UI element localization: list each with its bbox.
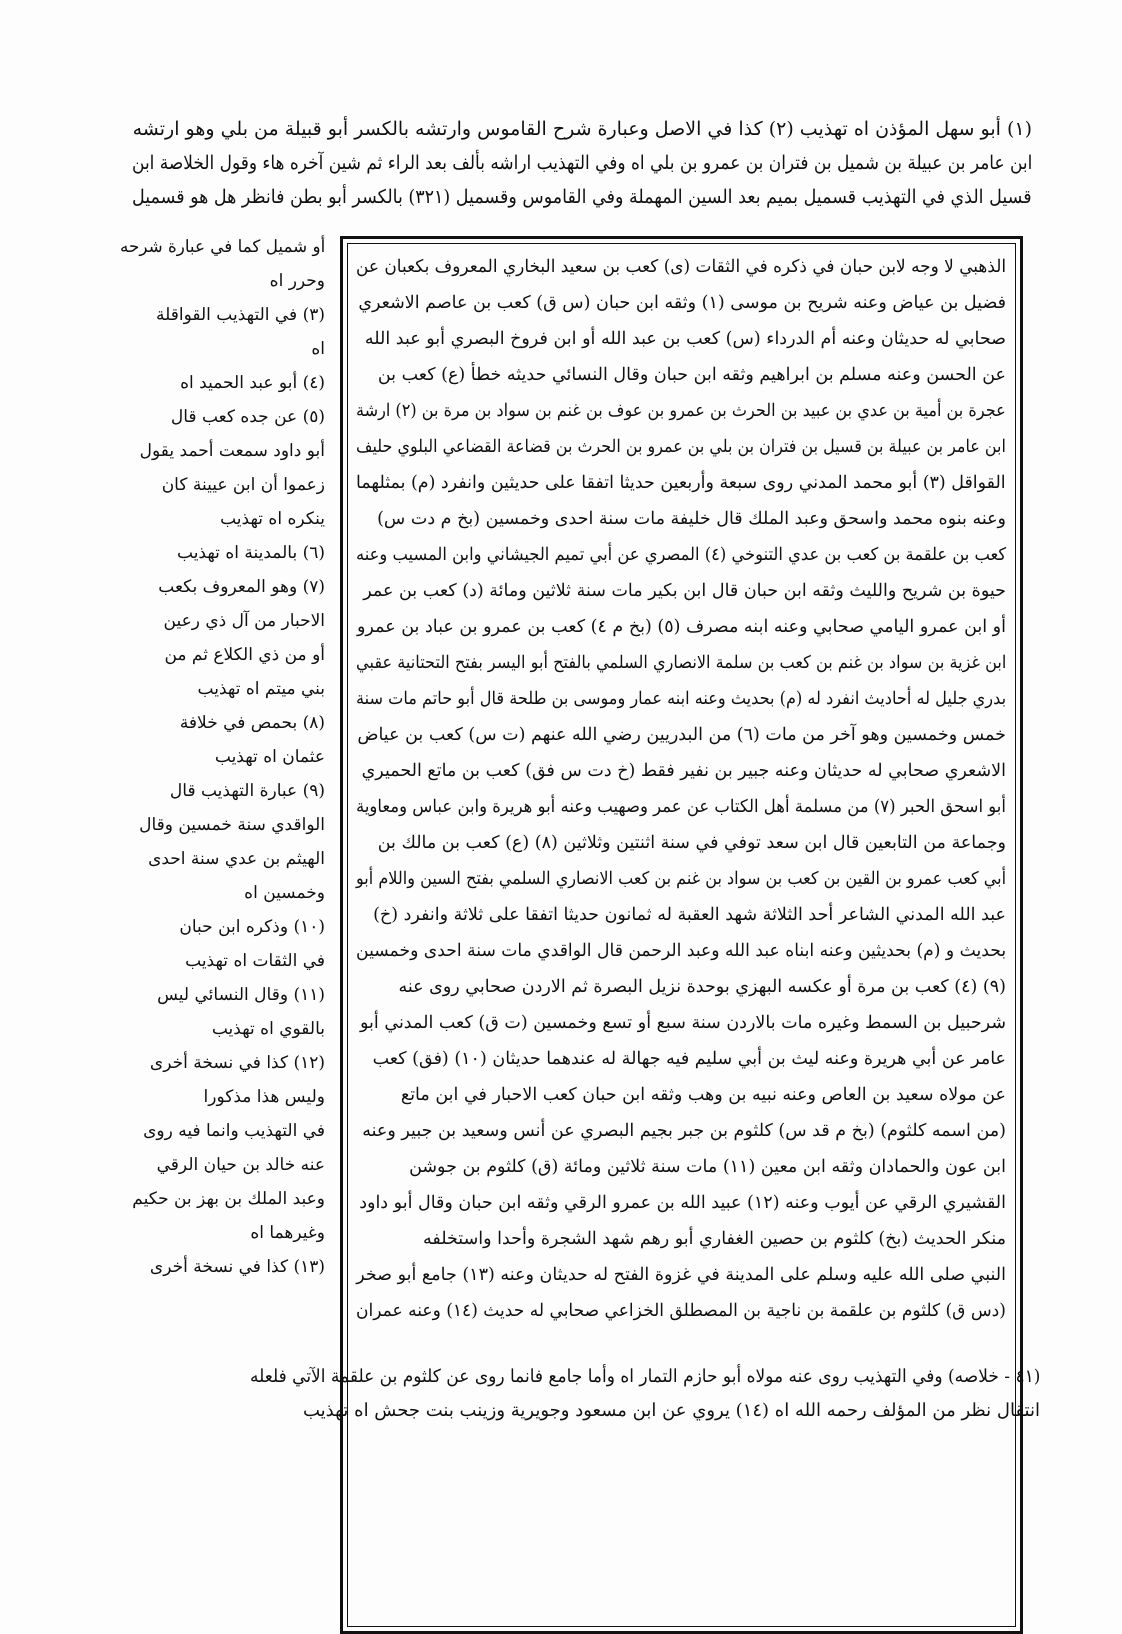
side-note-line: (١٢) كذا في نسخة أخرى bbox=[149, 1053, 325, 1073]
side-note-line: أو شميل كما في عبارة شرحه bbox=[119, 237, 325, 257]
main-text-line: ابن غزية بن سواد بن غنم بن كعب بن سلمة الانصاري السلمي بالفتح أبو اليسر بفتح التحتانية عقبي bbox=[355, 653, 1006, 673]
side-note-line: (٦) بالمدينة اه تهذيب bbox=[177, 543, 325, 563]
main-text-line: (دس ق) كلثوم بن علقمة بن ناجية بن المصطلق الخزاعي صحابي له حديث (١٤) وعنه عمران bbox=[356, 1301, 1006, 1321]
top-note-line: قسيل الذي في التهذيب قسميل بميم بعد السين المهملة وفي القاموس وقسميل (٣٢١) بالكسر أبو بطن فانظر هل هو قسميل bbox=[132, 186, 1033, 208]
top-note-line: ابن عامر بن عبيلة بن شميل بن فتران بن عمرو بن بلي اه وفي التهذيب اراشه بألف بعد الراء ثم شين آخره هاء وقول الخلاصة ابن bbox=[131, 152, 1032, 174]
side-note-line: الهيثم بن عدي سنة احدى bbox=[148, 849, 325, 869]
main-text-line: وجماعة من التابعين قال ابن سعد توفي في سنة اثنتين وثلاثين (٨) (ع) كعب بن مالك بن bbox=[377, 833, 1006, 853]
side-note-line: في الثقات اه تهذيب bbox=[185, 951, 325, 971]
side-note-line: وحرر اه bbox=[269, 271, 325, 291]
main-text-line: بحديث و (م) بحديثين وعنه ابناه عبد الله وعبد الرحمن قال الواقدي مات سنة احدى وخمسين bbox=[355, 941, 1006, 961]
main-text-line: (٩) (٤) كعب بن مرة أو عكسه البهزي بوحدة نزيل البصرة ثم الاردن صحابي روى عنه bbox=[398, 977, 1006, 997]
main-text-line: صحابي له حديثان وعنه أم الدرداء (س) كعب بن عبد الله أو ابن فروخ البصري أبو عبد الله bbox=[364, 329, 1006, 349]
side-note-line: بني ميتم اه تهذيب bbox=[197, 679, 325, 699]
side-note-line: (٧) وهو المعروف بكعب bbox=[158, 577, 325, 597]
main-text-line: عبد الله المدني الشاعر أحد الثلاثة شهد العقبة له ثمانون حديثا اتفقا على ثلاثة وانفرد (خ) bbox=[373, 905, 1006, 925]
side-note-line: أو من ذي الكلاع ثم من bbox=[164, 645, 325, 665]
side-note-line: في التهذيب وانما فيه روى bbox=[143, 1121, 325, 1141]
main-text-line: أو ابن عمرو اليامي صحابي وعنه ابنه مصرف (٥) (بخ م ٤) كعب بن عمرو بن عباد بن عمرو bbox=[356, 617, 1006, 637]
side-note-line: زعموا أن ابن عيينة كان bbox=[161, 475, 325, 495]
main-text-line: بدري جليل له أحاديث انفرد له (م) بحديث وعنه ابنه عمار وموسى بن طلحة قال أبو حاتم مات سنة bbox=[355, 689, 1006, 709]
top-note-line: (١) أبو سهل المؤذن اه تهذيب (٢) كذا في الاصل وعبارة شرح القاموس وارتشه بالكسر أبو قبيلة من بلي وهو ارتشه bbox=[132, 118, 1032, 140]
main-text-line: كعب بن علقمة بن كعب بن عدي التنوخي (٤) المصري عن أبي تميم الجيشاني وابن المسيب وعنه bbox=[355, 545, 1006, 565]
main-text-line: القواقل (٣) أبو محمد المدني روى سبعة وأربعين حديثا اتفقا على حديثين وانفرد (م) بمثلهما bbox=[356, 473, 1006, 493]
side-note-line: اه bbox=[311, 339, 325, 359]
main-text-line: عامر عن أبي هريرة وعنه ليث بن أبي سليم فيه جهالة له عندهما حديثان (١٠) (فق) كعب bbox=[372, 1049, 1006, 1069]
bottom-note-line: انتقال نظر من المؤلف رحمه الله اه (١٤) يروي عن ابن مسعود وجويرية وزينب بنت جحش اه تهذيب bbox=[302, 1400, 1040, 1421]
main-text-line: حيوة بن شريح والليث وثقه ابن حبان قال ابن بكير مات سنة ثلاثين ومائة (د) كعب بن عمر bbox=[363, 581, 1006, 601]
side-note-line: أبو داود سمعت أحمد يقول bbox=[139, 441, 325, 461]
main-text-line: عن الحسن وعنه مسلم بن ابراهيم وثقه ابن حبان وقال النسائي حديثه خطأ (ع) كعب بن bbox=[377, 365, 1006, 385]
side-note-line: (١١) وقال النسائي ليس bbox=[157, 985, 325, 1005]
side-note-line: عنه خالد بن حيان الرقي bbox=[156, 1155, 325, 1175]
side-note-line: وعبد الملك بن بهز بن حكيم bbox=[132, 1189, 325, 1209]
main-text-line: شرحبيل بن السمط وغيره مات بالاردن سنة سبع أو تسع وخمسين (ت ق) كعب المدني أبو bbox=[360, 1013, 1006, 1033]
side-note-line: الواقدي سنة خمسين وقال bbox=[139, 815, 325, 835]
side-note-line: عثمان اه تهذيب bbox=[214, 747, 325, 767]
main-text-line: عجرة بن أمية بن عدي بن عبيد بن الحرث بن عمرو بن عوف بن غنم بن سواد بن مرة بن (٢) ارشة bbox=[356, 401, 1006, 421]
main-text-line: (من اسمه كلثوم) (بخ م قد س) كلثوم بن جبر بجيم البصري عن أنس وسعيد بن جبير وعنه bbox=[362, 1121, 1006, 1141]
main-text-line: ابن عامر بن عبيلة بن قسيل بن فتران بن بلي بن عمرو بن الحرث بن قضاعة القضاعي البلوي حليف bbox=[356, 437, 1006, 457]
side-note-line: بالقوي اه تهذيب bbox=[211, 1019, 325, 1039]
side-note-line: (٩) عبارة التهذيب قال bbox=[169, 781, 325, 801]
main-text-line: الاشعري صحابي له حديثان وعنه جبير بن نفير فقط (خ دت س فق) كعب بن ماتع الحميري bbox=[361, 761, 1006, 781]
main-text-line: أبي كعب عمرو بن القين بن كعب بن سواد بن غنم بن كعب الانصاري السلمي بفتح السين واللام أبو bbox=[355, 869, 1006, 889]
main-text-line: القشيري الرقي عن أيوب وعنه (١٢) عبيد الله بن عمرو الرقي وثقه ابن حبان وقال أبو داود bbox=[359, 1193, 1006, 1213]
main-text-line: عن مولاه سعيد بن العاص وعنه نبيه بن وهب وثقه ابن حبان كعب الاحبار في ابن ماتع bbox=[400, 1085, 1006, 1105]
side-note-line: (٨) بحمص في خلافة bbox=[179, 713, 325, 733]
bottom-note-line: (٤١ - خلاصه) وفي التهذيب روى عنه مولاه أبو حازم التمار اه وأما جامع فانما روى عن كلثوم بن علقمة الآتي فلعله bbox=[249, 1366, 1040, 1387]
main-text-line: الذهبي لا وجه لابن حبان في ذكره في الثقات (ى) كعب بن سعيد البخاري المعروف بكعبان عن bbox=[355, 257, 1006, 277]
side-note-line: ينكره اه تهذيب bbox=[220, 509, 325, 529]
main-text-line: خمس وخمسين وهو آخر من مات (٦) من البدريين رضي الله عنهم (ت س) كعب بن عياض bbox=[357, 725, 1006, 745]
main-text-line: ابن عون والحمادان وثقه ابن معين (١١) مات سنة ثلاثين ومائة (ق) كلثوم بن جوشن bbox=[409, 1157, 1006, 1177]
side-note-line: (١٣) كذا في نسخة أخرى bbox=[149, 1257, 325, 1277]
side-note-line: (٣) في التهذيب القواقلة bbox=[155, 305, 325, 325]
main-text-line: فضيل بن عياض وعنه شريح بن موسى (١) وثقه ابن حبان (س ق) كعب بن عاصم الاشعري bbox=[358, 293, 1006, 313]
side-note-line: (٤) أبو عبد الحميد اه bbox=[180, 373, 325, 393]
side-note-line: وليس هذا مذكورا bbox=[203, 1087, 325, 1107]
side-note-line: وغيرهما اه bbox=[250, 1223, 325, 1243]
main-text-line: منكر الحديث (بخ) كلثوم بن حصين الغفاري أبو رهم شهد الشجرة وأحدا واستخلفه bbox=[422, 1229, 1006, 1249]
main-text-line: النبي صلى الله عليه وسلم على المدينة في غزوة الفتح له حديثان وعنه (١٣) جامع أبو صخر bbox=[356, 1265, 1006, 1285]
main-text-line: أبو اسحق الحبر (٧) من مسلمة أهل الكتاب عن عمر وصهيب وعنه أبو هريرة وابن عباس ومعاوية bbox=[356, 797, 1006, 817]
side-note-line: الاحبار من آل ذي رعين bbox=[163, 611, 325, 631]
side-note-line: وخمسين اه bbox=[244, 883, 325, 903]
side-note-line: (١٠) وذكره ابن حبان bbox=[179, 917, 325, 937]
side-note-line: (٥) عن جده كعب قال bbox=[170, 407, 325, 427]
main-text-line: وعنه بنوه محمد واسحق وعبد الملك قال خليفة مات سنة احدى وخمسين (بخ م دت س) bbox=[377, 509, 1006, 529]
